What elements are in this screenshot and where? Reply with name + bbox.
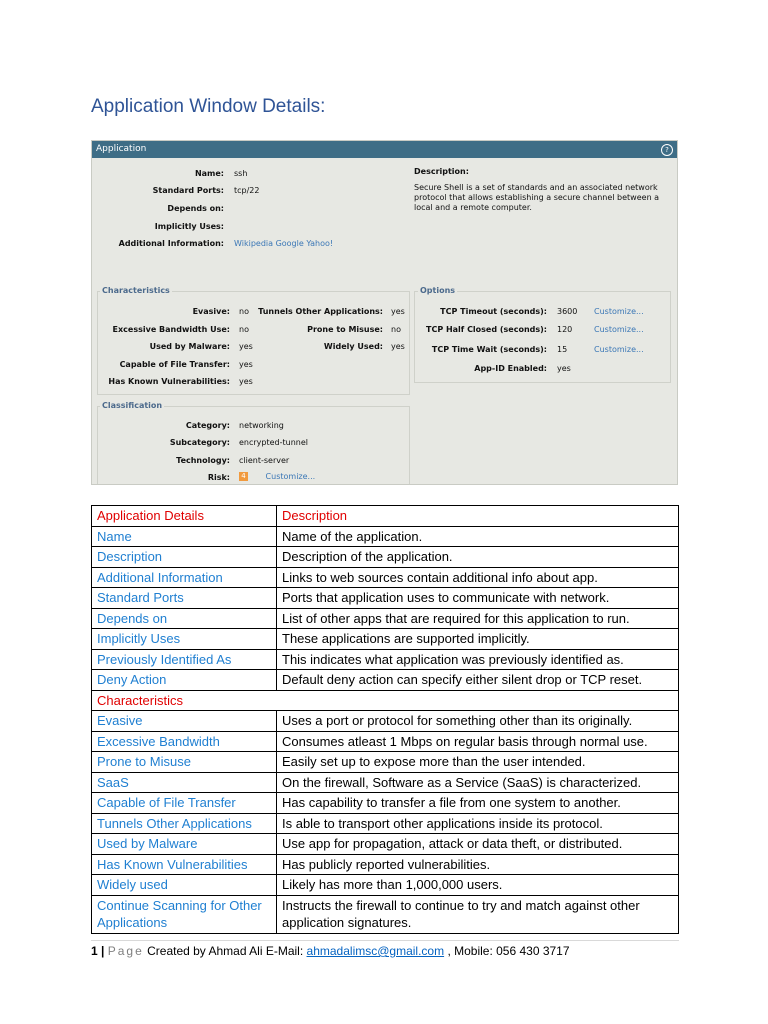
detail-name: Tunnels Other Applications — [92, 813, 277, 834]
vulnerabilities-label: Has Known Vulnerabilities: — [108, 377, 230, 386]
detail-name: SaaS — [92, 772, 277, 793]
detail-description: Likely has more than 1,000,000 users. — [277, 875, 679, 896]
detail-name: Widely used — [92, 875, 277, 896]
table-row — [92, 875, 679, 896]
description-label: Description: — [414, 167, 469, 176]
footer-credit: Created by Ahmad Ali E-Mail: — [147, 944, 304, 958]
tcp-half-closed-customize-link[interactable]: Customize... — [594, 325, 644, 334]
name-label: Name: — [194, 169, 224, 178]
detail-description: Name of the application. — [277, 526, 679, 547]
risk-value — [239, 472, 315, 481]
detail-name: Excessive Bandwidth — [92, 731, 277, 752]
options-title: Options — [420, 286, 456, 295]
detail-name: Continue Scanning for Other Applications — [92, 895, 277, 933]
table-row — [92, 608, 679, 629]
page-footer — [91, 944, 570, 958]
evasive-value: no — [239, 307, 249, 316]
depends-on-label: Depends on: — [167, 204, 224, 213]
subcategory-value: encrypted-tunnel — [239, 438, 309, 447]
widely-used-label: Widely Used: — [323, 342, 383, 351]
detail-description: Links to web sources contain additional info about app. — [277, 567, 679, 588]
table-row — [92, 813, 679, 834]
detail-description: Description of the application. — [277, 547, 679, 568]
table-row — [92, 731, 679, 752]
detail-description: Default deny action can specify either silent drop or TCP reset. — [277, 670, 679, 691]
tcp-time-wait-label: TCP Time Wait (seconds): — [431, 345, 547, 354]
detail-name: Additional Information — [92, 567, 277, 588]
subcategory-label: Subcategory: — [169, 438, 230, 447]
detail-description: Use app for propagation, attack or data theft, or distributed. — [277, 834, 679, 855]
table-row — [92, 772, 679, 793]
table-row — [92, 526, 679, 547]
technology-label: Technology: — [176, 456, 230, 465]
table-row — [92, 834, 679, 855]
table-row — [92, 793, 679, 814]
standard-ports-value: tcp/22 — [234, 186, 260, 195]
detail-name: Previously Identified As — [92, 649, 277, 670]
additional-info-label: Additional Information: — [118, 239, 224, 248]
detail-description: Easily set up to expose more than the user intended. — [277, 752, 679, 773]
detail-description: List of other apps that are required for this application to run. — [277, 608, 679, 629]
risk-badge: 4 — [239, 472, 248, 481]
tunnels-label: Tunnels Other Applications: — [258, 307, 383, 316]
yahoo-link[interactable]: Yahoo! — [306, 239, 334, 248]
classification-title: Classification — [102, 401, 163, 410]
footer-separator: | — [101, 944, 105, 958]
misuse-label: Prone to Misuse: — [307, 325, 383, 334]
tunnels-value: yes — [391, 307, 405, 316]
tcp-half-closed-value: 120 — [557, 325, 573, 334]
evasive-label: Evasive: — [192, 307, 230, 316]
characteristics-title: Characteristics — [102, 286, 170, 295]
description-text: Secure Shell is a set of standards and an associated network protocol that allows establishing a secure channel between a local and a remote computer. — [414, 183, 660, 212]
detail-name: Description — [92, 547, 277, 568]
standard-ports-label: Standard Ports: — [152, 186, 224, 195]
detail-description: Has capability to transfer a file from one system to another. — [277, 793, 679, 814]
widely-used-value: yes — [391, 342, 405, 351]
footer-divider — [91, 940, 679, 941]
tcp-timeout-value: 3600 — [557, 307, 578, 316]
file-transfer-value: yes — [239, 360, 253, 369]
table-row — [92, 547, 679, 568]
app-id-label: App-ID Enabled: — [474, 364, 547, 373]
app-id-value: yes — [557, 364, 571, 373]
page-word: Page — [107, 944, 144, 958]
wikipedia-link[interactable]: Wikipedia — [234, 239, 274, 248]
bandwidth-value: no — [239, 325, 249, 334]
detail-description: Consumes atleast 1 Mbps on regular basis through normal use. — [277, 731, 679, 752]
help-icon[interactable]: ? — [661, 144, 673, 156]
application-details-table — [91, 505, 679, 934]
detail-name: Name — [92, 526, 277, 547]
detail-description: Is able to transport other applications inside its protocol. — [277, 813, 679, 834]
vulnerabilities-value: yes — [239, 377, 253, 386]
table-row — [92, 670, 679, 691]
table-header-row — [92, 506, 679, 527]
header-description: Description — [277, 506, 679, 527]
detail-description: Ports that application uses to communicate with network. — [277, 588, 679, 609]
characteristics-section-label: Characteristics — [92, 690, 679, 711]
detail-name: Implicitly Uses — [92, 629, 277, 650]
bandwidth-label: Excessive Bandwidth Use: — [112, 325, 230, 334]
detail-name: Used by Malware — [92, 834, 277, 855]
table-row — [92, 895, 679, 933]
detail-name: Deny Action — [92, 670, 277, 691]
panel-title — [92, 141, 677, 158]
category-value: networking — [239, 421, 284, 430]
tcp-time-wait-value: 15 — [557, 345, 568, 354]
detail-description: On the firewall, Software as a Service (SaaS) is characterized. — [277, 772, 679, 793]
detail-description: This indicates what application was previously identified as. — [277, 649, 679, 670]
tcp-half-closed-label: TCP Half Closed (seconds): — [425, 325, 547, 334]
tcp-timeout-customize-link[interactable]: Customize... — [594, 307, 644, 316]
detail-name: Has Known Vulnerabilities — [92, 854, 277, 875]
table-row — [92, 649, 679, 670]
google-link[interactable]: Google — [275, 239, 304, 248]
detail-description: Instructs the firewall to continue to try and match against other application signatures. — [277, 895, 679, 933]
table-row — [92, 588, 679, 609]
page-heading: Application Window Details: — [91, 96, 326, 117]
malware-value: yes — [239, 342, 253, 351]
header-application-details: Application Details — [92, 506, 277, 527]
table-row — [92, 752, 679, 773]
table-row — [92, 629, 679, 650]
table-row — [92, 711, 679, 732]
page-number: 1 — [91, 944, 98, 958]
detail-name: Evasive — [92, 711, 277, 732]
email-link[interactable]: ahmadalimsc@gmail.com — [306, 944, 445, 958]
name-value: ssh — [234, 169, 248, 178]
implicitly-uses-label: Implicitly Uses: — [154, 222, 224, 231]
malware-label: Used by Malware: — [149, 342, 230, 351]
detail-description: Has publicly reported vulnerabilities. — [277, 854, 679, 875]
application-window-screenshot — [91, 140, 678, 485]
risk-customize-link[interactable]: Customize... — [265, 472, 316, 481]
detail-name: Depends on — [92, 608, 277, 629]
panel-title-text: Application — [96, 144, 147, 154]
footer-mobile: , Mobile: 056 430 3717 — [447, 944, 570, 958]
technology-value: client-server — [239, 456, 290, 465]
additional-info-links — [234, 239, 333, 248]
table-row — [92, 854, 679, 875]
table-row — [92, 567, 679, 588]
risk-label: Risk: — [207, 473, 230, 482]
misuse-value: no — [391, 325, 401, 334]
table-section-row — [92, 690, 679, 711]
tcp-timeout-label: TCP Timeout (seconds): — [440, 307, 547, 316]
detail-name: Capable of File Transfer — [92, 793, 277, 814]
detail-description: These applications are supported implicitly. — [277, 629, 679, 650]
detail-description: Uses a port or protocol for something other than its originally. — [277, 711, 679, 732]
file-transfer-label: Capable of File Transfer: — [119, 360, 230, 369]
detail-name: Prone to Misuse — [92, 752, 277, 773]
detail-name: Standard Ports — [92, 588, 277, 609]
category-label: Category: — [185, 421, 230, 430]
tcp-time-wait-customize-link[interactable]: Customize... — [594, 345, 644, 354]
